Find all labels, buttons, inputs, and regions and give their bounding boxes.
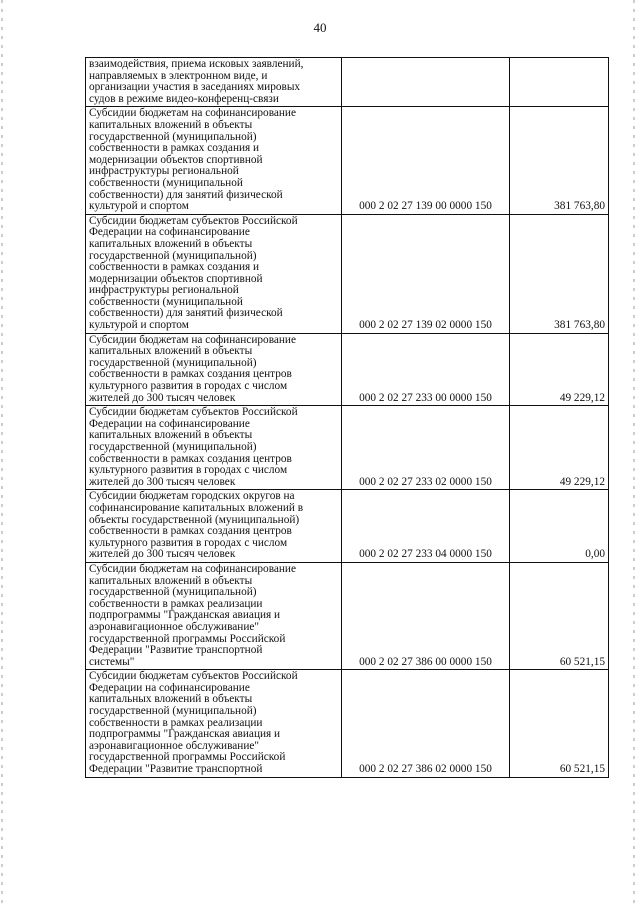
budget-classification-code: 000 2 02 27 233 00 0000 150 (342, 333, 510, 406)
page-number: 40 (313, 20, 327, 35)
description-line: модернизации объектов спортивной (89, 272, 263, 285)
budget-classification-code (342, 58, 510, 107)
row-description (86, 406, 342, 490)
budget-revenue-table (85, 57, 609, 778)
description-line: жителей до 300 тысяч человек (89, 475, 236, 488)
description-line: Субсидии бюджетам на софинансирование (89, 107, 296, 120)
description-line: подпрограммы "Гражданская авиация и (89, 609, 281, 622)
description-line: капитальных вложений в объекты (89, 345, 253, 358)
description-line: собственности в рамках реализации (89, 597, 263, 610)
description-line: аэронавигационное обслуживание" (89, 739, 260, 752)
description-line: Федерации на софинансирование (89, 226, 250, 239)
row-description (86, 490, 342, 563)
description-line: Субсидии бюджетам субъектов Российской (89, 214, 298, 227)
description-line: государственной (муниципальной) (89, 705, 257, 718)
amount-value: 49 229,12 (510, 333, 609, 406)
description-line: инфраструктуры региональной (89, 284, 239, 297)
description-line: Субсидии бюджетам на софинансирование (89, 333, 296, 346)
description-line: системы" (89, 655, 135, 668)
table-body (86, 58, 609, 778)
description-line: Федерации "Развитие транспортной (89, 763, 263, 776)
description-line: собственности в рамках создания центров (89, 368, 292, 381)
description-line: Субсидии бюджетам городских округов на (89, 490, 295, 503)
description-line: капитальных вложений в объекты (89, 693, 253, 706)
description-line: собственности в рамках реализации (89, 716, 263, 729)
description-line: взаимодействия, приема исковых заявлений, (89, 58, 304, 70)
row-description (86, 562, 342, 669)
amount-value: 381 763,80 (510, 107, 609, 214)
description-line: капитальных вложений в объекты (89, 574, 253, 587)
description-line: модернизации объектов спортивной (89, 153, 263, 166)
description-line: Федерации на софинансирование (89, 417, 250, 430)
budget-classification-code: 000 2 02 27 233 04 0000 150 (342, 490, 510, 563)
description-line: государственной (муниципальной) (89, 249, 257, 262)
description-line: объекты государственной (муниципальной) (89, 513, 300, 526)
description-line: Субсидии бюджетам на софинансирование (89, 562, 296, 575)
description-line: собственности (муниципальной (89, 295, 243, 308)
description-line: государственной (муниципальной) (89, 356, 257, 369)
table-row (86, 58, 609, 107)
description-line: капитальных вложений в объекты (89, 429, 253, 442)
description-line: государственной (муниципальной) (89, 130, 257, 143)
description-line: культурного развития в городах с числом (89, 536, 288, 549)
description-line: капитальных вложений в объекты (89, 118, 253, 131)
description-line: культурного развития в городах с числом (89, 464, 288, 477)
scan-edge-left (1, 0, 3, 905)
amount-value: 60 521,15 (510, 670, 609, 777)
row-description (86, 214, 342, 333)
description-line: капитальных вложений в объекты (89, 237, 253, 250)
budget-classification-code: 000 2 02 27 139 02 0000 150 (342, 214, 510, 333)
description-line: государственной (муниципальной) (89, 586, 257, 599)
description-line: Федерации на софинансирование (89, 681, 250, 694)
amount-value: 49 229,12 (510, 406, 609, 490)
table-row (86, 214, 609, 333)
description-line: собственности в рамках создания центров (89, 525, 292, 538)
budget-classification-code: 000 2 02 27 386 00 0000 150 (342, 562, 510, 669)
table-row (86, 333, 609, 406)
row-description (86, 107, 342, 214)
table-row (86, 670, 609, 777)
budget-classification-code: 000 2 02 27 386 02 0000 150 (342, 670, 510, 777)
amount-value: 0,00 (510, 490, 609, 563)
description-line: культурой и спортом (89, 319, 189, 332)
description-line: государственной программы Российской (89, 632, 286, 645)
amount-value: 60 521,15 (510, 562, 609, 669)
description-line: государственной (муниципальной) (89, 441, 257, 453)
scan-edge-right (633, 0, 635, 905)
description-line: государственной программы Российской (89, 751, 286, 764)
amount-value (510, 58, 609, 107)
row-description (86, 58, 342, 107)
table-row (86, 562, 609, 669)
description-line: Субсидии бюджетам субъектов Российской (89, 406, 298, 419)
description-line: судов в режиме видео-конференц-связи (89, 92, 279, 105)
description-line: культурного развития в городах с числом (89, 380, 288, 393)
description-line: аэронавигационное обслуживание" (89, 620, 260, 633)
row-description (86, 333, 342, 406)
amount-value: 381 763,80 (510, 214, 609, 333)
table-row (86, 107, 609, 214)
description-line: направляемых в электронном виде, и (89, 69, 268, 82)
description-line: жителей до 300 тысяч человек (89, 391, 236, 404)
description-line: Субсидии бюджетам субъектов Российской (89, 670, 298, 683)
description-line: собственности) для занятий физической (89, 307, 283, 320)
description-line: Федерации "Развитие транспортной (89, 644, 263, 657)
description-line: софинансирование капитальных вложений в (89, 501, 304, 514)
description-line: собственности) для занятий физической (89, 188, 283, 201)
row-description (86, 670, 342, 777)
description-line: собственности в рамках создания и (89, 142, 260, 155)
budget-classification-code: 000 2 02 27 139 00 0000 150 (342, 107, 510, 214)
table-row (86, 406, 609, 490)
description-line: собственности в рамках создания и (89, 261, 260, 274)
description-line: собственности (муниципальной (89, 176, 243, 189)
description-line: инфраструктуры региональной (89, 165, 239, 178)
description-line: культурой и спортом (89, 200, 189, 213)
budget-classification-code: 000 2 02 27 233 02 0000 150 (342, 406, 510, 490)
description-line: жителей до 300 тысяч человек (89, 548, 236, 561)
table-row (86, 490, 609, 563)
description-line: собственности в рамках создания центров (89, 452, 292, 465)
description-line: организации участия в заседаниях мировых (89, 81, 301, 94)
description-line: подпрограммы "Гражданская авиация и (89, 728, 281, 741)
